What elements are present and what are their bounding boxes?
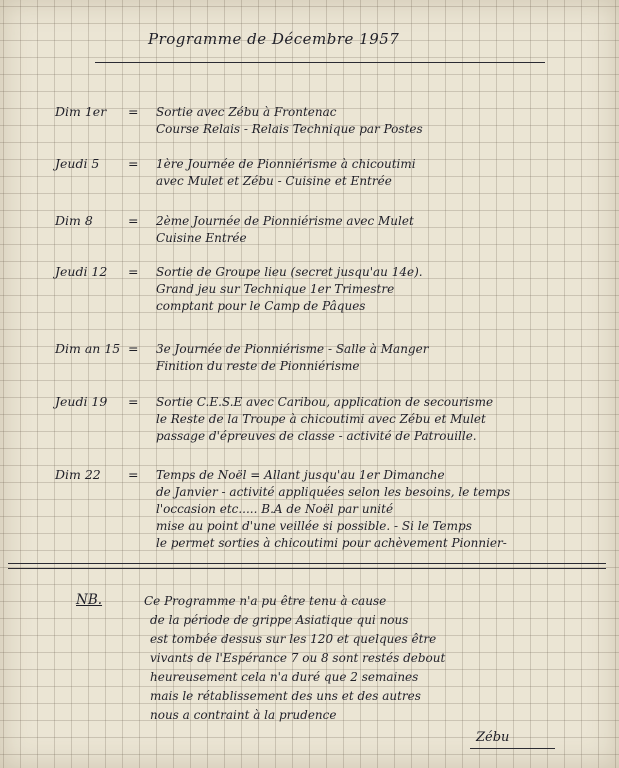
entry-line: avec Mulet et Zébu - Cuisine et Entrée [156, 174, 392, 188]
entry-lines [156, 104, 596, 138]
entry-lines [156, 156, 596, 190]
entry-line: Sortie C.E.S.E avec Caribou, application de secourisme [156, 395, 494, 409]
nb-line: heureusement cela n'a duré que 2 semaines [150, 670, 419, 684]
nb-line: mais le rétablissement des uns et des autres [150, 689, 421, 703]
entry-line: passage d'épreuves de classe - activité de Patrouille. [156, 429, 477, 443]
entry-line: Sortie avec Zébu à Frontenac [156, 105, 337, 119]
entry-lines [156, 467, 596, 552]
entry-separator: = [128, 341, 139, 356]
entry-day: Dim 22 [55, 467, 101, 482]
entry-separator: = [128, 467, 139, 482]
entry-lines [156, 264, 596, 315]
entry-separator: = [128, 394, 139, 409]
entry-line: 2ème Journée de Pionniérisme avec Mulet [156, 214, 414, 228]
entry-line: Temps de Noël = Allant jusqu'au 1er Dimanche [156, 468, 445, 482]
nb-note [144, 592, 590, 725]
nb-line: est tombée dessus sur les 120 et quelques être [150, 632, 437, 646]
nb-line: de la période de grippe Asiatique qui nous [150, 613, 409, 627]
entry-day: Dim 1er [55, 104, 107, 119]
signature: Zébu [476, 730, 510, 745]
entry-line: mise au point d'une veillée si possible. - Si le Temps [156, 519, 472, 533]
title-underline [95, 62, 545, 63]
entry-line: Sortie de Groupe lieu (secret jusqu'au 14e). [156, 265, 423, 279]
entry-separator: = [128, 213, 139, 228]
entry-line: le permet sorties à chicoutimi pour achèvement Pionnier- [156, 536, 507, 550]
entry-day: Dim 8 [55, 213, 93, 228]
entry-day: Jeudi 5 [55, 156, 100, 171]
entry-line: Grand jeu sur Technique 1er Trimestre [156, 282, 395, 296]
entry-lines [156, 213, 596, 247]
signature-flourish [470, 748, 555, 749]
entry-line: de Janvier - activité appliquées selon les besoins, le temps [156, 485, 511, 499]
entry-lines [156, 341, 596, 375]
nb-line: vivants de l'Espérance 7 ou 8 sont restés debout [150, 651, 446, 665]
section-divider [8, 563, 606, 564]
entry-separator: = [128, 156, 139, 171]
entry-separator: = [128, 264, 139, 279]
entry-day: Dim an 15 [55, 341, 121, 356]
entry-line: Finition du reste de Pionniérisme [156, 359, 360, 373]
nb-line: Ce Programme n'a pu être tenu à cause [144, 594, 387, 608]
entry-separator: = [128, 104, 139, 119]
nb-label: NB. [76, 592, 103, 608]
entry-line: Course Relais - Relais Technique par Postes [156, 122, 423, 136]
entry-line: 3e Journée de Pionniérisme - Salle à Manger [156, 342, 429, 356]
entry-line: Cuisine Entrée [156, 231, 247, 245]
page-title: Programme de Décembre 1957 [148, 30, 400, 48]
entry-line: l'occasion etc..... B.A de Noël par unité [156, 502, 394, 516]
section-divider [8, 568, 606, 569]
entry-day: Jeudi 19 [55, 394, 108, 409]
entry-lines [156, 394, 596, 445]
nb-line: nous a contraint à la prudence [150, 708, 337, 722]
entry-line: 1ère Journée de Pionniérisme à chicoutimi [156, 157, 416, 171]
entry-line: le Reste de la Troupe à chicoutimi avec Zébu et Mulet [156, 412, 486, 426]
entry-line: comptant pour le Camp de Pâques [156, 299, 366, 313]
entry-day: Jeudi 12 [55, 264, 108, 279]
